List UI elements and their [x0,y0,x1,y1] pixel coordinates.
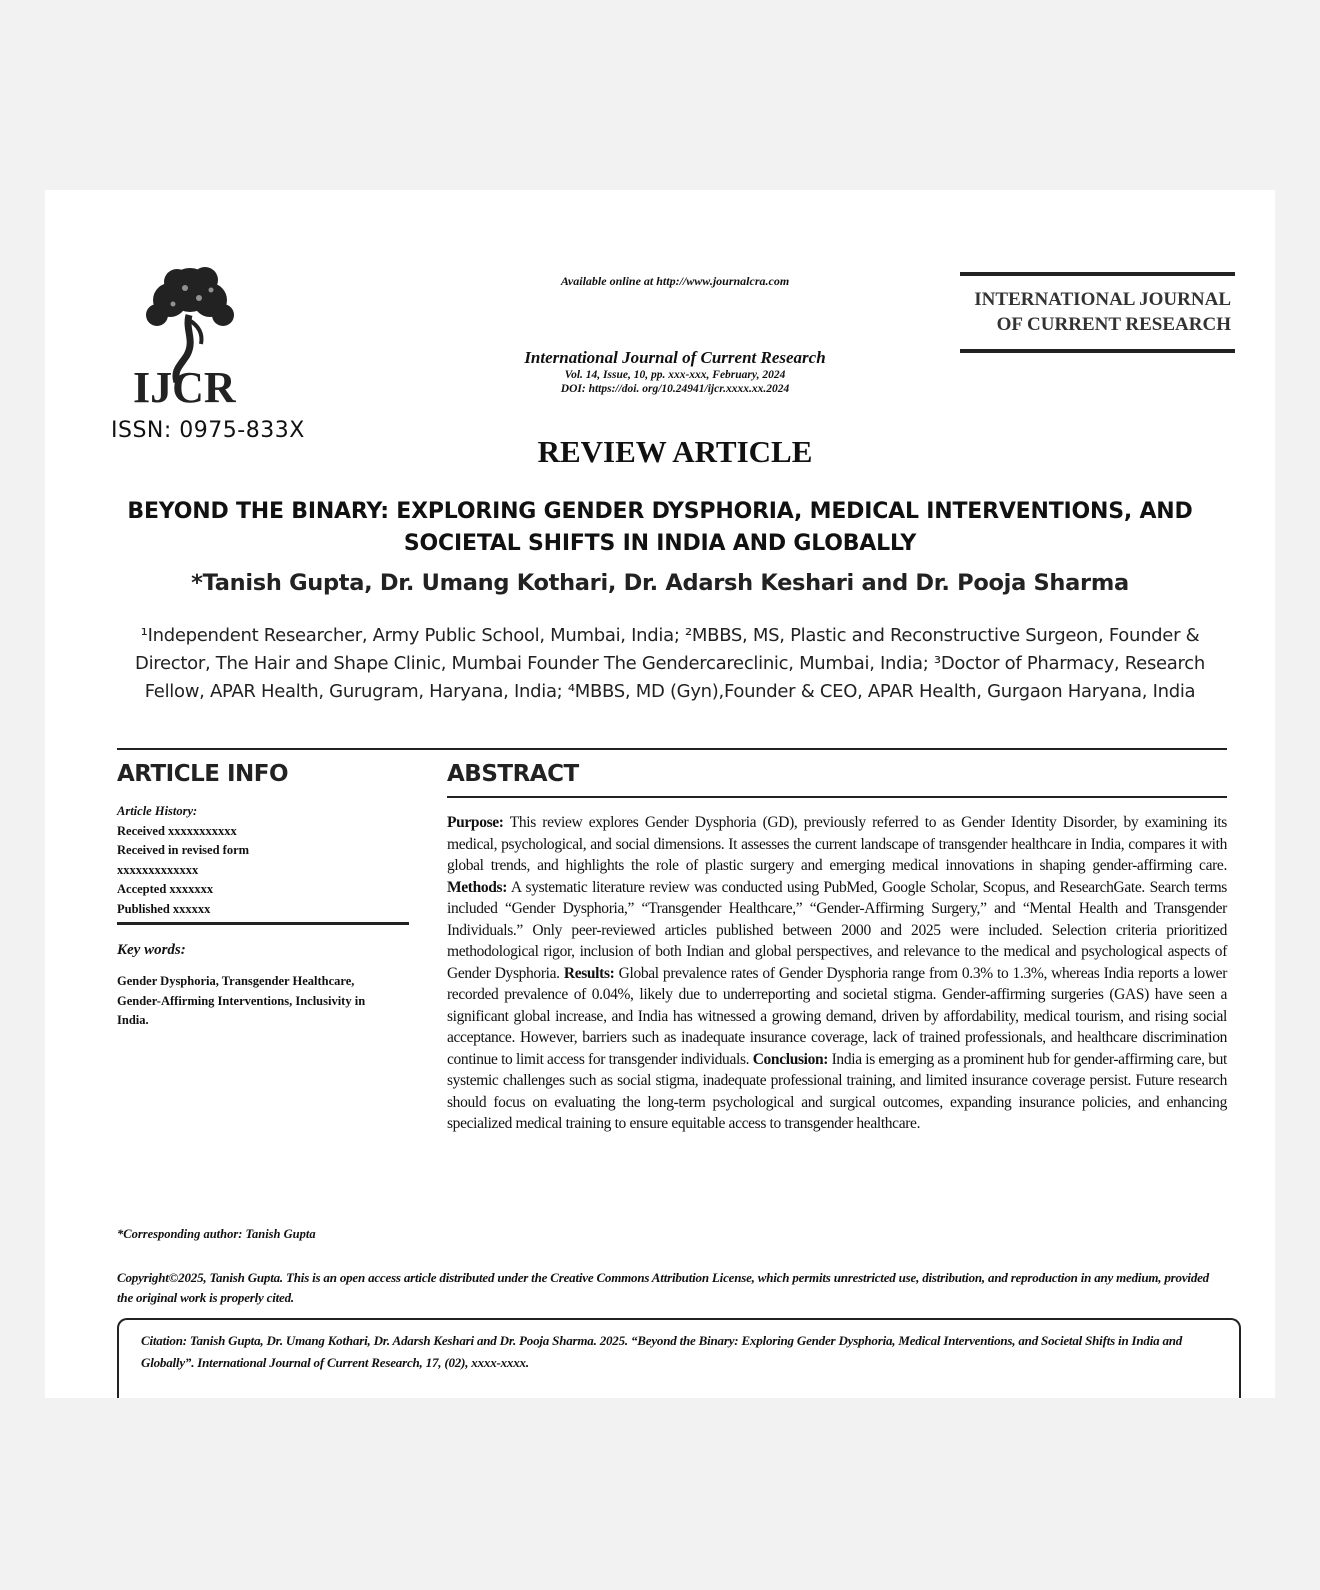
keywords-label: Key words: [117,942,186,958]
logo-text: IJCR [133,363,236,410]
revised-label: Received in revised form [117,843,250,857]
article-history [117,802,407,919]
article-type: REVIEW ARTICLE [537,434,813,469]
results-text: Global prevalence rates of Gender Dysphoria range from 0.3% to 1.3%, whereas India reports a lower recorded prevalence of 0.04%, likely due to underreporting and societal stigma. Gender-affirming surgeries (GAS) have seen a significant global increase, and India has witnessed a growing demand, driven by affordability, medical tourism, and rising social acceptance. However, barriers such as inadequate insurance coverage, lack of trained professionals, and healthcare discrimination continue to limit access for transgender individuals. [447,964,1228,1068]
affiliations: ¹Independent Researcher, Army Public School, Mumbai, India; ²MBBS, MS, Plastic and Reconstructive Surgeon, Founder & Director, The Hair and Shape Clinic, Mumbai Founder The Gendercareclinic, Mumbai, India; ³Doctor of Pharmacy, Research Fellow, APAR Health, Gurugram, Haryana, India; ⁴MBBS, MD (Gyn),Founder & CEO, APAR Health, Gurgaon Haryana, India [135,625,1205,702]
bottom-rule [960,349,1235,353]
journal-box-title: INTERNATIONAL JOURNAL OF CURRENT RESEARCH [974,289,1231,335]
received-date: Received xxxxxxxxxxx [117,823,237,838]
tree-logo-icon [115,260,265,410]
history-label: Article History: [117,804,198,818]
conclusion-label: Conclusion: [752,1050,829,1068]
info-divider [117,922,409,925]
section-divider [117,748,1227,750]
methods-text: A systematic literature review was conducted using PubMed, Google Scholar, Scopus, and ResearchGate. Search terms included “Gender Dysphoria,” “Transgender Healthcare,” “Gender-Affirming Surgery,” and “Mental Health and Transgender Individuals.” Only peer-reviewed articles published between 2000 and 2025 were included. Selection criteria prioritized methodological rigor, inclusion of both Indian and global perspectives, and relevance to the medical and psychological aspects of Gender Dysphoria. [447,878,1227,982]
article-title: BEYOND THE BINARY: EXPLORING GENDER DYSPHORIA, MEDICAL INTERVENTIONS, AND SOCIETAL SHIFTS IN INDIA AND GLOBALLY [127,499,1193,556]
article-page [45,190,1275,1398]
purpose-text: This review explores Gender Dysphoria (GD), previously referred to as Gender Identity Disorder, by examining its medical, psychological, and social dimensions. It assesses the current landscape of transgender healthcare in India, compares it with global trends, and highlights the role of plastic surgery and emerging medical innovations in shaping gender-affirming care. [447,814,1227,874]
doi-line[interactable]: DOI: https://doi. org/10.24941/ijcr.xxxx.xx.2024 [560,383,790,395]
purpose-label: Purpose: [447,814,504,831]
available-online-line: Available online at http://www.journalcra.com [560,274,790,288]
citation-box: Citation: Tanish Gupta, Dr. Umang Kothari, Dr. Adarsh Keshari and Dr. Pooja Sharma. 2025. “Beyond the Binary: Exploring Gender Dysphoria, Medical Interventions, and Societal Shifts in India and Globally”. International Journal of Current Research, 17, (02), xxxx-xxxx. [117,1318,1241,1398]
accepted-date: Accepted xxxxxxx [117,882,214,896]
abstract-heading: ABSTRACT [447,761,579,787]
results-label: Results: [563,964,615,982]
article-info-heading: ARTICLE INFO [117,761,289,787]
issn-number: ISSN: 0975-833X [111,418,305,443]
conclusion-text: India is emerging as a prominent hub for gender-affirming care, but systemic challenges such as social stigma, inadequate professional training, and limited insurance coverage persist. Future research should focus on evaluating the long-term psychological and surgical outcomes, expanding insurance policies, and enhancing specialized medical training to ensure equitable access to transgender healthcare. [447,1050,1227,1132]
abstract-rule [447,796,1227,798]
journal-title-box [960,272,1235,353]
keywords-list: Gender Dysphoria, Transgender Healthcare, Gender-Affirming Interventions, Inclusivity in India. [117,974,366,1027]
published-date: Published xxxxxx [117,901,211,916]
methods-label: Methods: [447,878,508,896]
journal-citation-block [445,348,905,396]
copyright-notice: Copyright©2025, Tanish Gupta. This is an open access article distributed under the Creative Commons Attribution License, which permits unrestricted use, distribution, and reproduction in any medium, provided the original work is properly cited. [117,1270,1209,1305]
volume-line: Vol. 14, Issue, 10, pp. xxx-xxx, February, 2024 [564,369,786,381]
author-list: *Tanish Gupta, Dr. Umang Kothari, Dr. Adarsh Keshari and Dr. Pooja Sharma [191,570,1129,596]
corresponding-author: *Corresponding author: Tanish Gupta [117,1227,316,1241]
journal-name: International Journal of Current Research [524,348,826,367]
revised-date: xxxxxxxxxxxxx [117,862,199,877]
journal-logo [115,260,265,410]
abstract-text [447,812,1227,1135]
